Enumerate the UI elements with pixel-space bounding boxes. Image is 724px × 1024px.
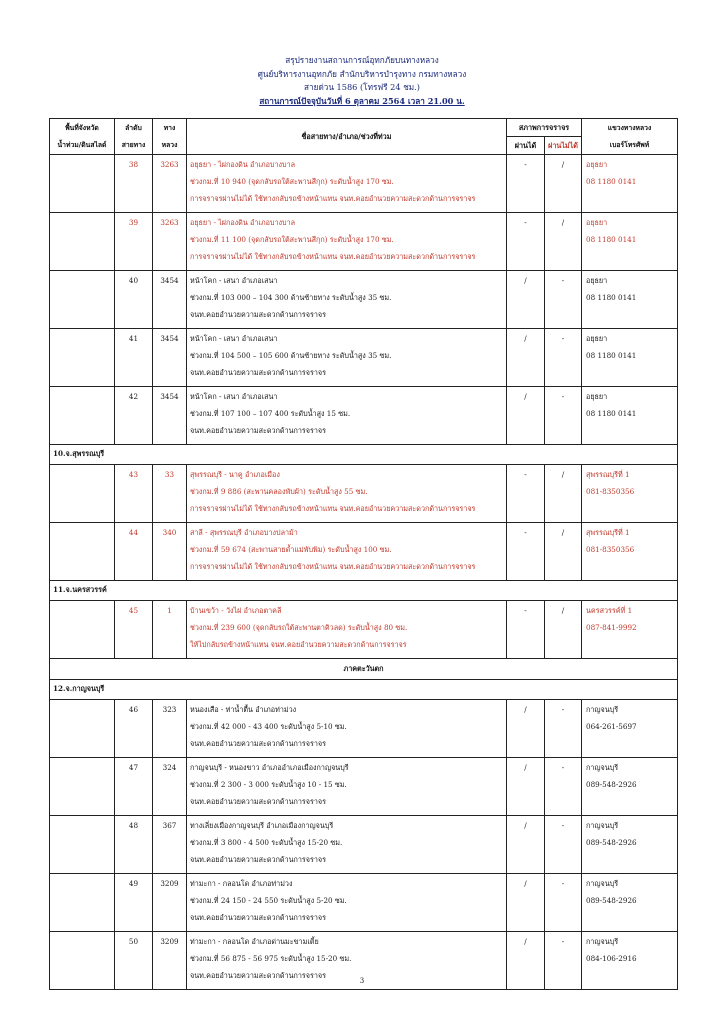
route-cell: 3263: [153, 155, 187, 213]
flood-section: ช่วงกม.ที่ 3 800 - 4 500 ระดับน้ำสูง 15-20 ซม.: [190, 838, 343, 847]
section-label: 10.จ.สุพรรณบุรี: [50, 445, 678, 465]
seq-cell: 47: [115, 758, 153, 816]
office-name: อยุธยา: [586, 160, 608, 169]
seq-cell: 41: [115, 329, 153, 387]
passable-cell: /: [507, 387, 545, 445]
passable-cell: -: [507, 465, 545, 523]
office-cell: [582, 758, 678, 816]
office-cell: [582, 155, 678, 213]
section-kanchanaburi: [50, 680, 678, 700]
traffic-note: การจราจรผ่านไม่ได้ ใช้ทางกลับรถข้างหน้าแทน จนท.คอยอำนวยความสะดวกด้านการจราจร: [190, 504, 476, 513]
route-cell: 3454: [153, 271, 187, 329]
col-office: แขวงทางหลวง เบอร์โทรศัพท์: [582, 119, 678, 155]
office-phone: 08 1180 0141: [586, 351, 637, 360]
route-name-cell: [187, 874, 507, 932]
office-name: กาญจนบุรี: [586, 821, 619, 830]
flood-status-table: [49, 118, 678, 990]
office-phone: 08 1180 0141: [586, 409, 637, 418]
office-cell: [582, 465, 678, 523]
traffic-note: จนท.คอยอำนวยความสะดวกด้านการจราจร: [190, 310, 326, 319]
route-name-cell: [187, 329, 507, 387]
table-row: [50, 213, 678, 271]
traffic-note: จนท.คอยอำนวยความสะดวกด้านการจราจร: [190, 971, 326, 980]
office-phone: 089-548-2926: [586, 780, 637, 789]
office-cell: [582, 329, 678, 387]
region-row: [50, 659, 678, 680]
passable-cell: /: [507, 758, 545, 816]
office-name: กาญจนบุรี: [586, 937, 619, 946]
route-name-cell: [187, 816, 507, 874]
route-name-cell: [187, 758, 507, 816]
province-cell: [50, 465, 115, 523]
impassable-cell: /: [545, 155, 582, 213]
table-row: [50, 387, 678, 445]
flood-section: ช่วงกม.ที่ 239 600 (จุดกลับรถใต้สะพานตาคิวลด) ระดับน้ำสูง 80 ซม.: [190, 623, 408, 632]
office-name: อยุธยา: [586, 218, 608, 227]
col-passable: ผ่านได้: [507, 137, 545, 155]
seq-cell: 38: [115, 155, 153, 213]
route-cell: 340: [153, 523, 187, 581]
report-hotline: สายด่วน 1586 (โทรฟรี 24 ชม.): [304, 82, 420, 92]
office-phone: 084-106-2916: [586, 954, 637, 963]
seq-cell: 43: [115, 465, 153, 523]
office-name: สุพรรณบุรีที่ 1: [586, 528, 630, 537]
table-row: [50, 601, 678, 659]
col-status: สภาพการจราจร: [507, 119, 582, 137]
passable-cell: -: [507, 601, 545, 659]
impassable-cell: -: [545, 932, 582, 990]
province-cell: [50, 387, 115, 445]
office-cell: [582, 874, 678, 932]
office-cell: [582, 601, 678, 659]
impassable-cell: /: [545, 213, 582, 271]
col-name: ชื่อสายทาง/อำเภอ/ช่วงที่ท่วม: [187, 119, 507, 155]
impassable-cell: -: [545, 387, 582, 445]
table-row: [50, 465, 678, 523]
report-header: [0, 54, 724, 108]
route-name-cell: [187, 523, 507, 581]
route-name: กาญจนบุรี - หนองขาว อำเภออำเภอเมืองกาญจนบุรี: [190, 763, 349, 772]
col-impassable: ผ่านไม่ได้: [545, 137, 582, 155]
passable-cell: /: [507, 874, 545, 932]
route-name-cell: [187, 271, 507, 329]
office-phone: 089-548-2926: [586, 896, 637, 905]
flood-section: ช่วงกม.ที่ 2 300 - 3 000 ระดับน้ำสูง 10 - 15 ซม.: [190, 780, 347, 789]
impassable-cell: -: [545, 758, 582, 816]
office-cell: [582, 271, 678, 329]
route-name: หนองเสือ - ท่าน้ำตื้น อำเภอท่าม่วง: [190, 705, 297, 714]
report-timestamp: สถานการณ์ปัจจุบันวันที่ 6 ตุลาคม 2564 เวลา 21.00 น.: [259, 95, 465, 106]
route-name-cell: [187, 155, 507, 213]
traffic-note: จนท.คอยอำนวยความสะดวกด้านการจราจร: [190, 739, 326, 748]
route-cell: 1: [153, 601, 187, 659]
flood-section: ช่วงกม.ที่ 9 886 (สะพานคลองพับผ้า) ระดับน้ำสูง 55 ซม.: [190, 487, 368, 496]
office-name: กาญจนบุรี: [586, 879, 619, 888]
office-phone: 08 1180 0141: [586, 293, 637, 302]
traffic-note: การจราจรผ่านไม่ได้ ใช้ทางกลับรถข้างหน้าแทน จนท.คอยอำนวยความสะดวกด้านการจราจร: [190, 252, 476, 261]
col-province: พื้นที่จังหวัด น้ำท่วม/ดินสไลด์: [50, 119, 115, 155]
table-row: [50, 700, 678, 758]
passable-cell: -: [507, 523, 545, 581]
report-agency: ศูนย์บริหารงานอุทกภัย สำนักบริหารบำรุงทาง กรมทางหลวง: [257, 68, 467, 79]
impassable-cell: /: [545, 601, 582, 659]
office-cell: [582, 387, 678, 445]
page-number: 3: [359, 977, 365, 985]
seq-cell: 45: [115, 601, 153, 659]
table-row: [50, 329, 678, 387]
office-cell: [582, 700, 678, 758]
office-cell: [582, 816, 678, 874]
report-title: สรุปรายงานสถานการณ์อุทกภัยบนทางหลวง: [285, 55, 439, 65]
flood-section: ช่วงกม.ที่ 104 500 – 105 600 ด้านซ้ายทาง ระดับน้ำสูง 35 ซม.: [190, 351, 392, 360]
passable-cell: /: [507, 329, 545, 387]
seq-cell: 48: [115, 816, 153, 874]
route-name-cell: [187, 465, 507, 523]
office-name: อยุธยา: [586, 334, 608, 343]
traffic-note: ให้ไปกลับรถข้างหน้าแทน จนท.คอยอำนวยความสะดวกด้านการจราจร: [190, 640, 407, 649]
route-cell: 3209: [153, 932, 187, 990]
route-name-cell: [187, 601, 507, 659]
traffic-note: จนท.คอยอำนวยความสะดวกด้านการจราจร: [190, 426, 326, 435]
route-name: สาลี - สุพรรณบุรี อำเภอบางปลาม้า: [190, 528, 298, 537]
seq-cell: 50: [115, 932, 153, 990]
passable-cell: -: [507, 213, 545, 271]
office-phone: 087-841-9992: [586, 623, 637, 632]
section-suphanburi: [50, 445, 678, 465]
flood-section: ช่วงกม.ที่ 42 000 - 43 400 ระดับน้ำสูง 5-10 ซม.: [190, 722, 347, 731]
route-cell: 3263: [153, 213, 187, 271]
flood-section: ช่วงกม.ที่ 59 674 (สะพานสายด้ำแม่พับพิม) ระดับน้ำสูง 100 ซม.: [190, 545, 392, 554]
office-phone: 081-8350356: [586, 487, 635, 496]
office-phone: 081-8350356: [586, 545, 635, 554]
province-cell: [50, 155, 115, 213]
col-route: ทาง หลวง: [153, 119, 187, 155]
route-name-cell: [187, 700, 507, 758]
seq-cell: 42: [115, 387, 153, 445]
office-name: กาญจนบุรี: [586, 705, 619, 714]
traffic-note: การจราจรผ่านไม่ได้ ใช้ทางกลับรถข้างหน้าแทน จนท.คอยอำนวยความสะดวกด้านการจราจร: [190, 562, 476, 571]
office-name: อยุธยา: [586, 276, 608, 285]
route-name: อยุธยา - ไผ่กองดิน อำเภอบางบาล: [190, 218, 296, 227]
province-cell: [50, 874, 115, 932]
province-cell: [50, 601, 115, 659]
impassable-cell: -: [545, 329, 582, 387]
flood-section: ช่วงกม.ที่ 11 100 (จุดกลับรถใต้สะพานสีกุก) ระดับน้ำสูง 170 ซม.: [190, 235, 394, 244]
traffic-note: จนท.คอยอำนวยความสะดวกด้านการจราจร: [190, 913, 326, 922]
province-cell: [50, 700, 115, 758]
impassable-cell: -: [545, 700, 582, 758]
route-cell: 323: [153, 700, 187, 758]
office-name: สุพรรณบุรีที่ 1: [586, 470, 630, 479]
route-cell: 3454: [153, 387, 187, 445]
table-row: [50, 816, 678, 874]
seq-cell: 40: [115, 271, 153, 329]
office-cell: [582, 523, 678, 581]
route-cell: 33: [153, 465, 187, 523]
province-cell: [50, 523, 115, 581]
office-name: อยุธยา: [586, 392, 608, 401]
flood-section: ช่วงกม.ที่ 10 940 (จุดกลับรถใต้สะพานสีกุก) ระดับน้ำสูง 170 ซม.: [190, 177, 394, 186]
route-name: บ้านเขว้า - วังไผ่ อำเภอตาคลี: [190, 606, 282, 615]
office-phone: 089-548-2926: [586, 838, 637, 847]
flood-section: ช่วงกม.ที่ 24 150 - 24 550 ระดับน้ำสูง 5-20 ซม.: [190, 896, 347, 905]
seq-cell: 44: [115, 523, 153, 581]
impassable-cell: /: [545, 465, 582, 523]
impassable-cell: -: [545, 271, 582, 329]
flood-section: ช่วงกม.ที่ 56 875 - 56 975 ระดับน้ำสูง 15-20 ซม.: [190, 954, 352, 963]
province-cell: [50, 758, 115, 816]
impassable-cell: -: [545, 816, 582, 874]
traffic-note: การจราจรผ่านไม่ได้ ใช้ทางกลับรถข้างหน้าแทน จนท.คอยอำนวยความสะดวกด้านการจราจร: [190, 194, 476, 203]
route-name: หน้าโคก - เสนา อำเภอเสนา: [190, 276, 278, 285]
passable-cell: /: [507, 932, 545, 990]
route-name-cell: [187, 387, 507, 445]
route-cell: 324: [153, 758, 187, 816]
route-name: ท่ามะกา - กลอนโด อำเภอด่านมะขามเตี้ย: [190, 937, 319, 946]
traffic-note: จนท.คอยอำนวยความสะดวกด้านการจราจร: [190, 797, 326, 806]
route-cell: 3454: [153, 329, 187, 387]
seq-cell: 49: [115, 874, 153, 932]
col-seq: ลำดับ สายทาง: [115, 119, 153, 155]
route-cell: 3209: [153, 874, 187, 932]
table-row: [50, 758, 678, 816]
impassable-cell: /: [545, 523, 582, 581]
passable-cell: /: [507, 700, 545, 758]
table-row: [50, 874, 678, 932]
office-phone: 08 1180 0141: [586, 177, 637, 186]
route-name: สุพรรณบุรี - นาคู อำเภอเมือง: [190, 470, 280, 479]
table-row: [50, 271, 678, 329]
province-cell: [50, 213, 115, 271]
table-row: [50, 523, 678, 581]
office-name: กาญจนบุรี: [586, 763, 619, 772]
impassable-cell: -: [545, 874, 582, 932]
office-cell: [582, 213, 678, 271]
passable-cell: /: [507, 271, 545, 329]
seq-cell: 39: [115, 213, 153, 271]
route-name: อยุธยา - ไผ่กองดิน อำเภอบางบาล: [190, 160, 296, 169]
route-name: หน้าโคก - เสนา อำเภอเสนา: [190, 334, 278, 343]
flood-section: ช่วงกม.ที่ 107 100 – 107 400 ระดับน้ำสูง 15 ซม.: [190, 409, 351, 418]
section-label: 11.จ.นครสวรรค์: [50, 581, 678, 601]
passable-cell: /: [507, 816, 545, 874]
section-nakhonsawan: [50, 581, 678, 601]
office-phone: 064-261-5697: [586, 722, 637, 731]
traffic-note: จนท.คอยอำนวยความสะดวกด้านการจราจร: [190, 368, 326, 377]
route-name: หน้าโคก - เสนา อำเภอเสนา: [190, 392, 278, 401]
office-phone: 08 1180 0141: [586, 235, 637, 244]
region-label: ภาคตะวันตก: [50, 659, 678, 680]
route-cell: 367: [153, 816, 187, 874]
traffic-note: จนท.คอยอำนวยความสะดวกด้านการจราจร: [190, 855, 326, 864]
flood-section: ช่วงกม.ที่ 103 000 – 104 300 ด้านซ้ายทาง ระดับน้ำสูง 35 ซม.: [190, 293, 392, 302]
province-cell: [50, 271, 115, 329]
passable-cell: -: [507, 155, 545, 213]
office-name: นครสวรรค์ที่ 1: [586, 606, 633, 615]
seq-cell: 46: [115, 700, 153, 758]
route-name: ท่ามะกา - กลอนโด อำเภอท่าม่วง: [190, 879, 293, 888]
table-row: [50, 155, 678, 213]
province-cell: [50, 816, 115, 874]
section-label: 12.จ.กาญจนบุรี: [50, 680, 678, 700]
province-cell: [50, 329, 115, 387]
route-name-cell: [187, 213, 507, 271]
route-name: ทางเลี่ยงเมืองกาญจนบุรี อำเภอเมืองกาญจนบุรี: [190, 821, 334, 830]
